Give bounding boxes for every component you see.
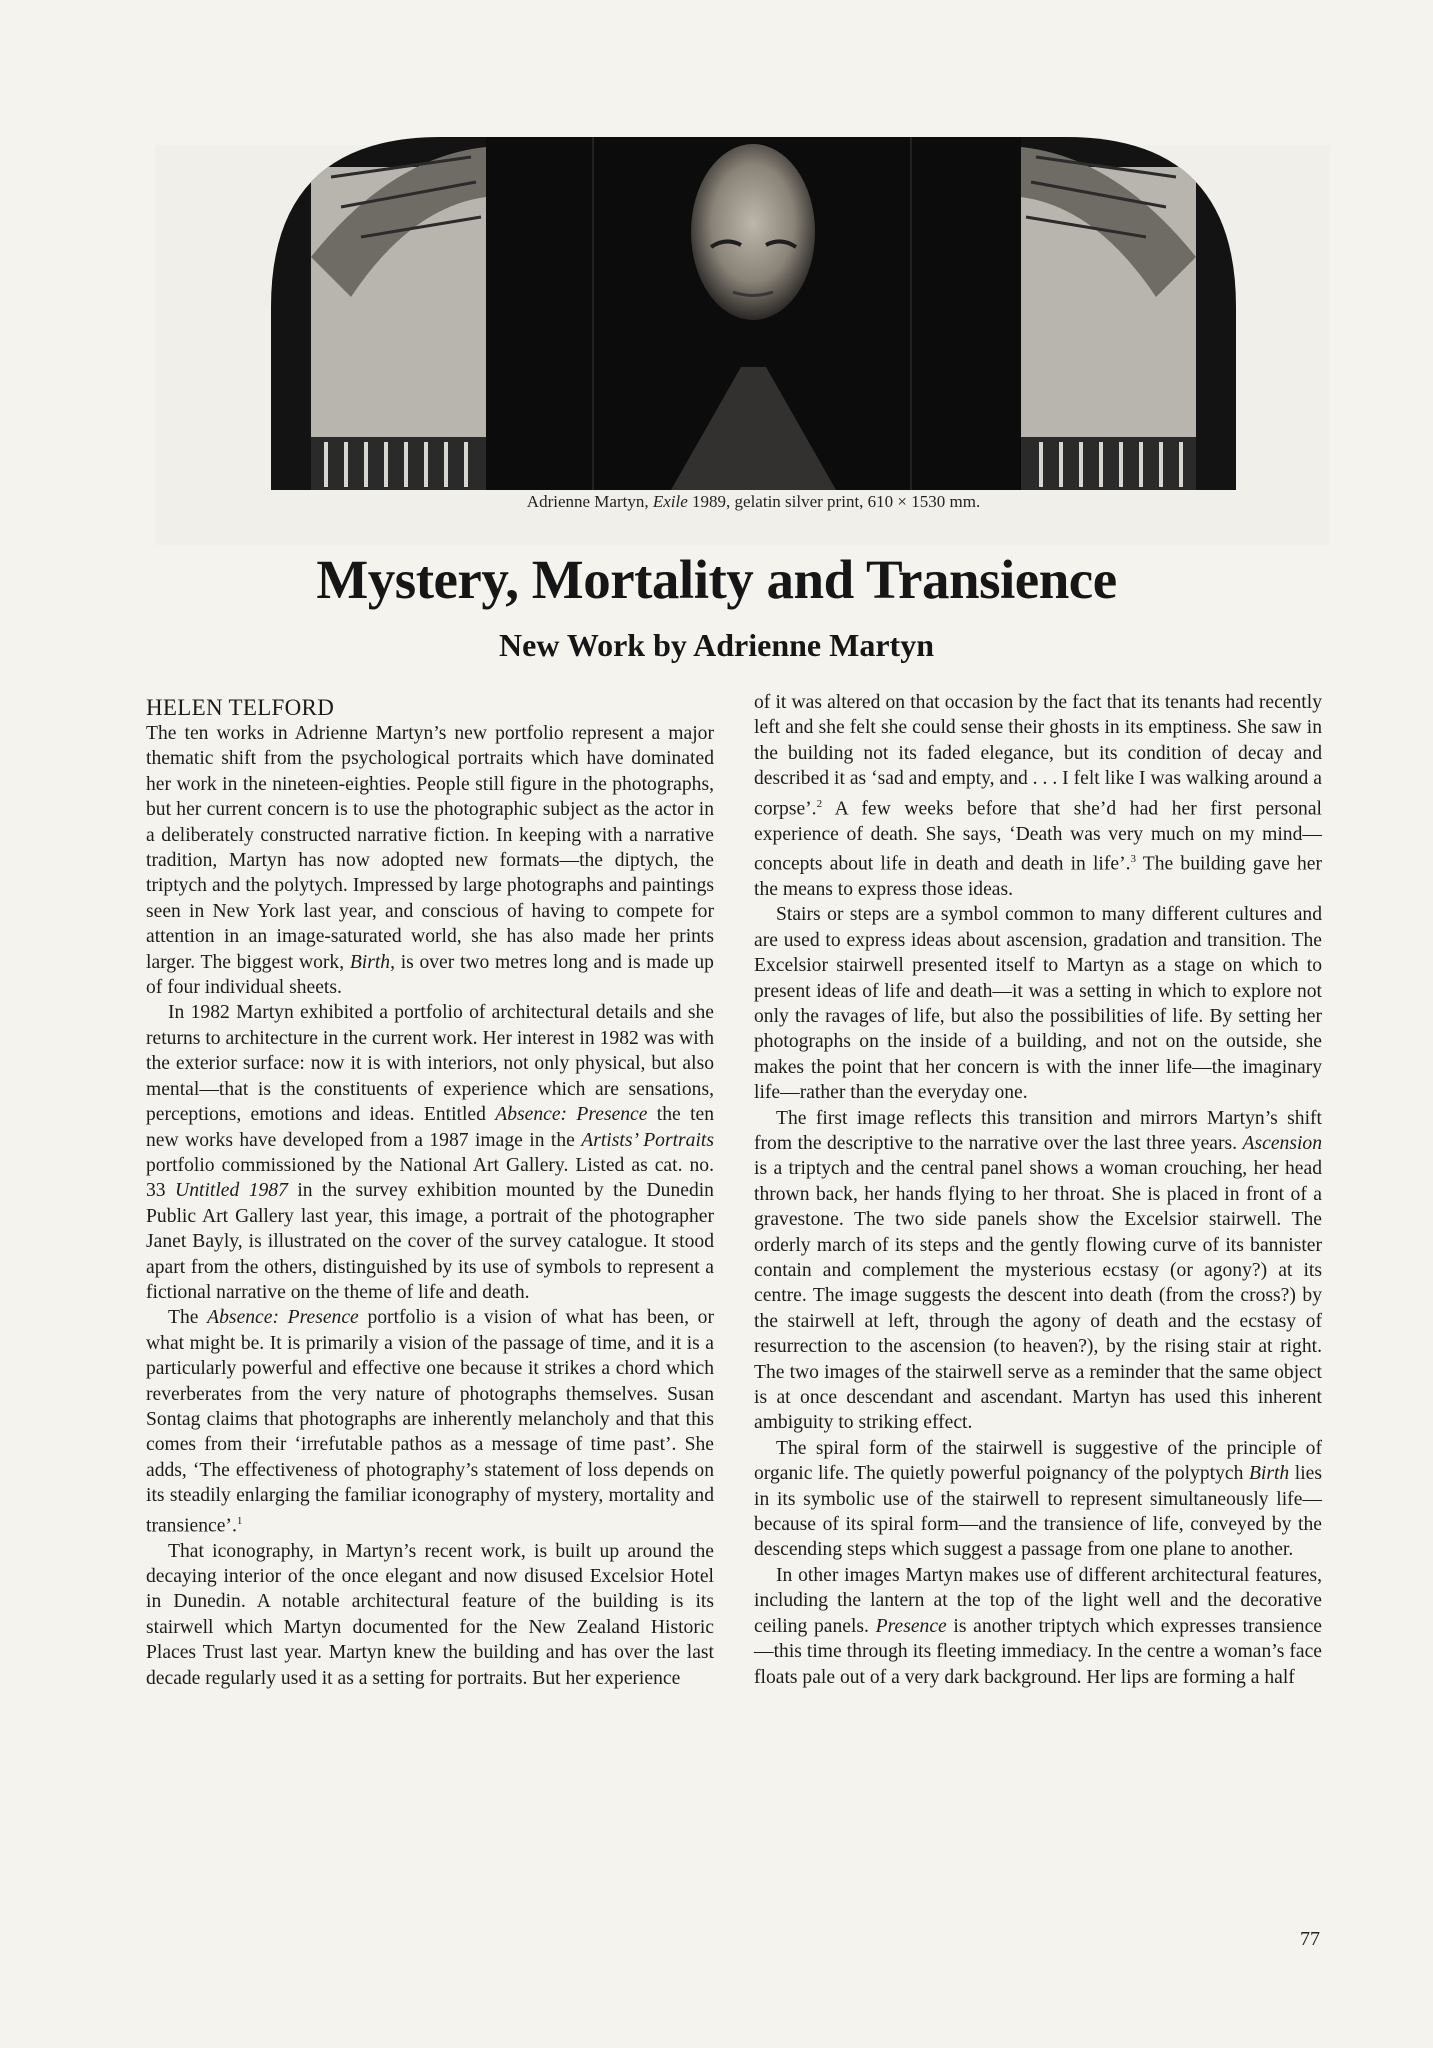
figure-caption: Adrienne Martyn, Exile 1989, gelatin silver print, 610 × 1530 mm. [526,492,981,511]
footnote-marker: 3 [1130,852,1136,865]
paragraph: In other images Martyn makes use of different architectural features, including the lantern at the top of the light well and the decorative ceiling panels. Presence is another triptych which expresses transience—this time through its fleeting immediacy. In the centre a woman’s face floats pale out of a very dark background. Her lips are forming a half [754,1564,1322,1688]
central-portrait-panel [486,137,1021,490]
left-column [146,694,714,1691]
article-title: Mystery, Mortality and Transience [316,549,1117,610]
paragraph: The spiral form of the stairwell is suggestive of the principle of organic life. The quietly powerful poignancy of the polyptych Birth lies in its symbolic use of the stairwell to represent simultaneously life—because of its spiral form—and the transience of life, conveyed by the descending steps which suggest a passage from one plane to another. [754,1437,1323,1561]
article-subtitle: New Work by Adrienne Martyn [499,627,934,663]
paragraph: The first image reflects this transition and mirrors Martyn’s shift from the descriptive to the narrative over the last three years. Ascension is a triptych and the central panel shows a woman crouching, her head thrown back, her hands flying to her throat. She is placed in front of a gravestone. The two side panels show the Excelsior stairwell. The orderly march of its steps and the gently flowing curve of its bannister contain and complement the mysterious ecstasy (or agony?) at its centre. The image suggests the descent into death (from the cross?) by the stairwell at left, through the agony of death and the ecstasy of resurrection to the ascension (to heaven?), by the rising stair at right. The two images of the stairwell serve as a reminder that the same object is at once descendant and ascendant. Martyn has used this inherent ambiguity to striking effect. [754,1107,1322,1434]
left-stairwell-panel [311,147,486,490]
right-column [754,690,1322,1690]
paragraph: The ten works in Adrienne Martyn’s new portfolio represent a major thematic shift from the psychological portraits which have dominated her work in the nineteen-eighties. People still figure in the photographs, but her current concern is to use the photographic subject as the actor in a deliberately constructed narrative fiction. In keeping with a narrative tradition, Martyn has now adopted new formats—the diptych, the triptych and the polytych. Impressed by large photographs and paintings seen in New York last year, and conscious of having to compete for attention in an image-saturated world, she has also made her prints larger. The biggest work, Birth, is over two metres long and is made up of four individual sheets. [146,723,714,999]
exile-photograph [271,137,1236,490]
paragraph: That iconography, in Martyn’s recent work, is built up around the decaying interior of the once elegant and now disused Excelsior Hotel in Dunedin. A notable architectural feature of the building is its stairwell which Martyn documented for the New Zealand Historic Places Trust last year. Martyn knew the building and has over the last decade regularly used it as a setting for portraits. But her experience [146,1540,714,1689]
footnote-marker: 2 [816,797,823,810]
paragraph: of it was altered on that occasion by the fact that its tenants had recently left and she felt she could sense their ghosts in its emptiness. She saw in the building not its faded elegance, but its condition of decay and described it as ‘sad and empty, and . . . I felt like I was walking around a corpse’.$^2$ A few weeks before that she’d had her first personal experience of death. She says, ‘Death was very much on my mind—concepts about life in death and death in life’.$^3$ The building gave her the means to express those ideas. [754,692,1322,900]
paragraph: In 1982 Martyn exhibited a portfolio of architectural details and she returns to architecture in the current work. Her interest in 1982 was with the exterior surface: now it is with interiors, not only physical, but also mental—that is the constituents of experience which are sensations, perceptions, emotions and ideas. Entitled Absence: Presence the ten new works have developed from a 1987 image in the Artists’ Portraits portfolio commissioned by the National Art Gallery. Listed as cat. no. 33 Untitled 1987 in the survey exhibition mounted by the Dunedin Public Art Gallery last year, this image, a portrait of the photographer Janet Bayly, is illustrated on the cover of the survey catalogue. It stood apart from the others, distinguished by its use of symbols to represent a fictional narrative on the theme of life and death. [146,1002,715,1303]
paragraph: Stairs or steps are a symbol common to many different cultures and are used to express ideas about ascension, gradation and transition. The Excelsior stairwell presented itself to Martyn as a stage on which to present ideas of life and death—it was a setting in which to explore not only the ravages of life, but also the possibilities of life. By setting her photographs on the inside of a building, and not on the outside, she makes the point that her concern is with the inner life—the imaginary life—rather than the everyday one. [754,904,1322,1104]
footnote-marker: 1 [236,1514,243,1527]
paragraph: The Absence: Presence portfolio is a vision of what has been, or what might be. It is primarily a vision of the passage of time, and it is a particularly powerful and effective one because it strikes a chord which reverberates from the very nature of photographs themselves. Susan Sontag claims that photographs are inherently melancholy and that this comes from their ‘irrefutable pathos as a message of time past’. She adds, ‘The effectiveness of photography’s statement of loss depends on its steadily enlarging the familiar iconography of mystery, mortality and transience’.$^1$ [146,1307,714,1537]
right-stairwell-panel [1021,147,1196,490]
author-byline: HELEN TELFORD [146,695,335,720]
page-number: 77 [1300,1928,1320,1950]
